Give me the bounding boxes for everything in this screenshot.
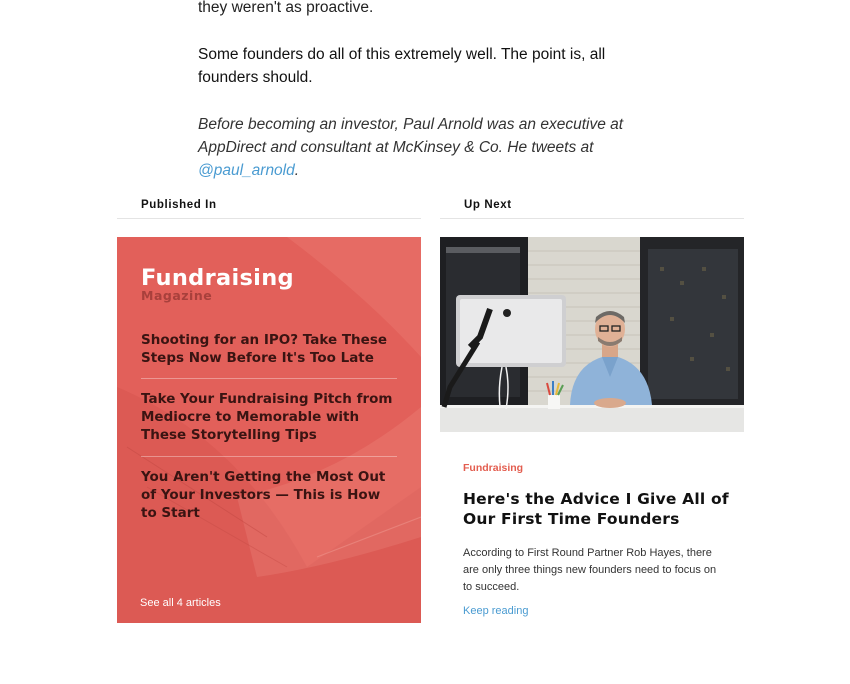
article-paragraph-cut: they weren't as proactive. [198,0,374,16]
see-all-articles-link[interactable]: See all 4 articles [140,597,221,609]
author-twitter-link[interactable]: @paul_arnold [198,162,295,179]
magazine-card[interactable] [117,237,421,623]
magazine-subtitle: Magazine [141,288,213,303]
up-next-title[interactable]: Here's the Advice I Give All of Our First Time Founders [463,490,729,528]
up-next-category[interactable]: Fundraising [463,462,524,474]
magazine-title[interactable]: Fundraising [141,265,294,291]
author-bio-suffix: . [294,162,300,179]
author-bio-text: Before becoming an investor, Paul Arnold was an executive at AppDirect and consultant at McKinsey & Co. He tweets at [198,116,624,156]
published-in-heading: Published In [141,199,217,211]
up-next-summary: According to First Round Partner Rob Hayes, there are only three things new founders need to focus on to succeed. [463,547,717,593]
magazine-divider [141,456,397,457]
published-in-divider [117,218,421,219]
up-next-heading: Up Next [464,199,512,211]
article-paragraph: Some founders do all of this extremely well. The point is, all founders should. [198,46,606,86]
author-bio [198,113,668,182]
up-next-divider [440,218,744,219]
magazine-article-link[interactable]: Take Your Fundraising Pitch from Mediocre to Memorable with These Storytelling Tips [141,391,393,443]
founder-photo-illustration [440,237,744,432]
keep-reading-link[interactable]: Keep reading [463,605,529,617]
magazine-article-link[interactable]: Shooting for an IPO? Take These Steps Now Before It's Too Late [141,332,388,366]
magazine-article-link[interactable]: You Aren't Getting the Most Out of Your Investors — This is How to Start [141,469,386,521]
up-next-photo[interactable] [440,237,744,432]
magazine-divider [141,378,397,379]
